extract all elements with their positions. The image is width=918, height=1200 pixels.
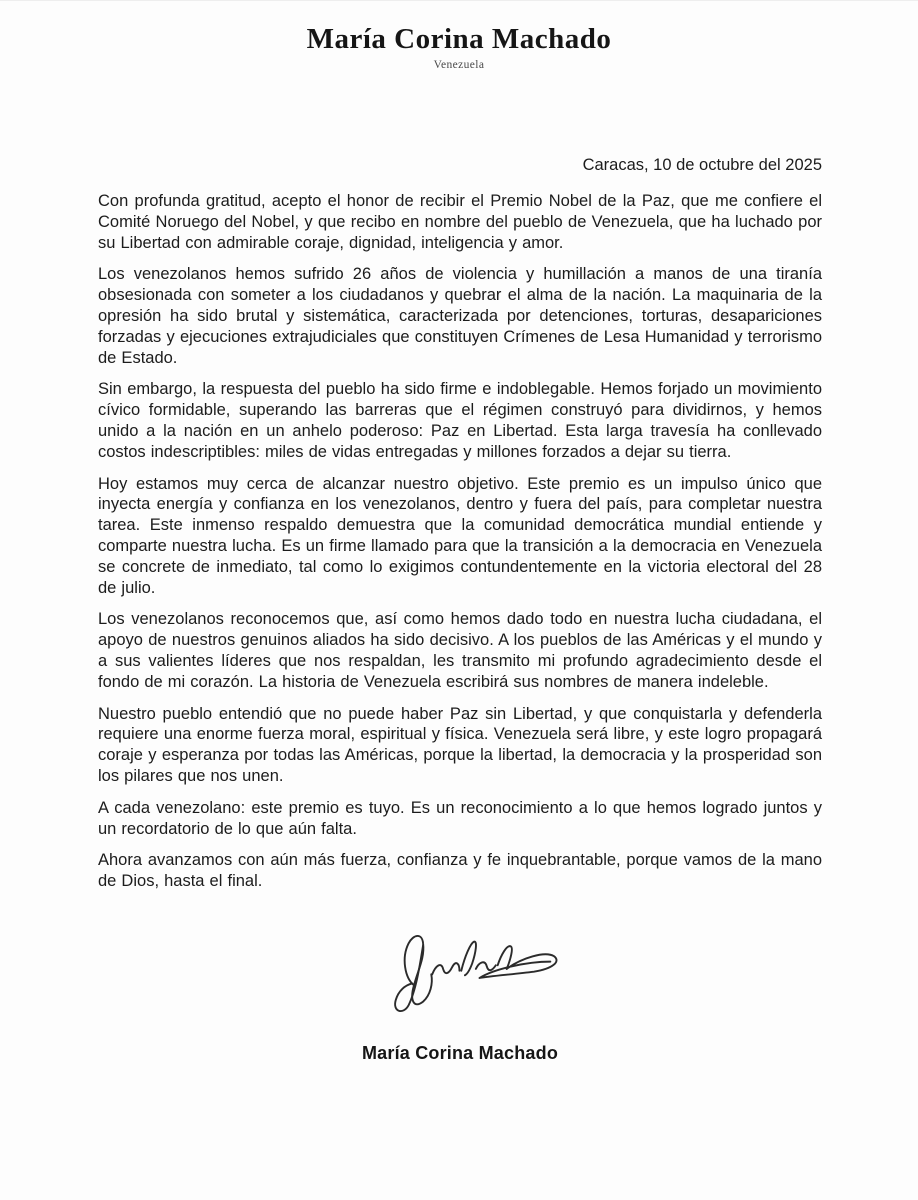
signatory-name: María Corina Machado <box>361 1042 559 1063</box>
letter-paragraph: Ahora avanzamos con aún más fuerza, confianza y fe inquebrantable, porque vamos de la mano de Dios, hasta el final. <box>98 851 822 891</box>
letterhead-title: María Corina Machado <box>306 23 612 55</box>
dateline: Caracas, 10 de octubre del 2025 <box>582 156 822 174</box>
letter-body <box>98 191 822 892</box>
letter-content <box>0 155 918 1064</box>
letter-paragraph: Hoy estamos muy cerca de alcanzar nuestro objetivo. Este premio es un impulso único que inyecta energía y confianza en los venezolanos, dentro y fuera del país, para completar nuestra tarea. Este inmenso respaldo demuestra que la comunidad democrática mundial entiende y comparte nuestra lucha. Es un firme llamado para que la transición a la democracia en Venezuela se concrete de inmediato, tal como lo exigimos contundentemente en la victoria electoral del 28 de julio. <box>98 474 822 597</box>
letter-paragraph: Nuestro pueblo entendió que no puede haber Paz sin Libertad, y que conquistarla y defenderla requiere una enorme fuerza moral, espiritual y física. Venezuela será libre, y este logro propagará coraje y esperanza por todas las Américas, porque la libertad, la democracia y la prosperidad son los pilares que nos unen. <box>98 704 822 785</box>
letter-paragraph: A cada venezolano: este premio es tuyo. Es un reconocimiento a lo que hemos logrado juntos y un recordatorio de lo que aún falta. <box>98 798 822 838</box>
letter-paragraph: Los venezolanos reconocemos que, así como hemos dado todo en nuestra lucha ciudadana, el apoyo de nuestros genuinos aliados ha sido decisivo. A los pueblos de las Américas y el mundo y a sus valientes líderes que nos respaldan, les transmito mi profundo agradecimiento desde el fondo de mi corazón. La historia de Venezuela escribirá sus nombres de manera indeleble. <box>98 610 822 691</box>
letter-paragraph: Sin embargo, la respuesta del pueblo ha sido firme e indoblegable. Hemos forjado un movimiento cívico formidable, superando las barreras que el régimen construyó para dividirnos, y hemos unido a la nación en un anhelo poderoso: Paz en Libertad. Esta larga travesía ha conllevado costos indescriptibles: miles de vidas entregadas y millones forzados a dejar su tierra. <box>98 380 822 461</box>
letterhead <box>0 1 918 71</box>
letter-paragraph: Los venezolanos hemos sufrido 26 años de violencia y humillación a manos de una tiranía obsesionada con someter a los ciudadanos y quebrar el alma de la nación. La maquinaria de la opresión ha sido brutal y sistemática, caracterizada por detenciones, torturas, desapariciones forzadas y ejecuciones extrajudiciales que constituyen Crímenes de Lesa Humanidad y terrorismo de Estado. <box>98 265 822 367</box>
signature-block <box>98 918 822 1064</box>
handwritten-signature-icon <box>376 918 572 1018</box>
letter-paragraph: Con profunda gratitud, acepto el honor de recibir el Premio Nobel de la Paz, que me confiere el Comité Noruego del Nobel, y que recibo en nombre del pueblo de Venezuela, que ha luchado por su Libertad con admirable coraje, dignidad, inteligencia y amor. <box>98 192 822 252</box>
letterhead-subtitle: Venezuela <box>433 59 485 71</box>
